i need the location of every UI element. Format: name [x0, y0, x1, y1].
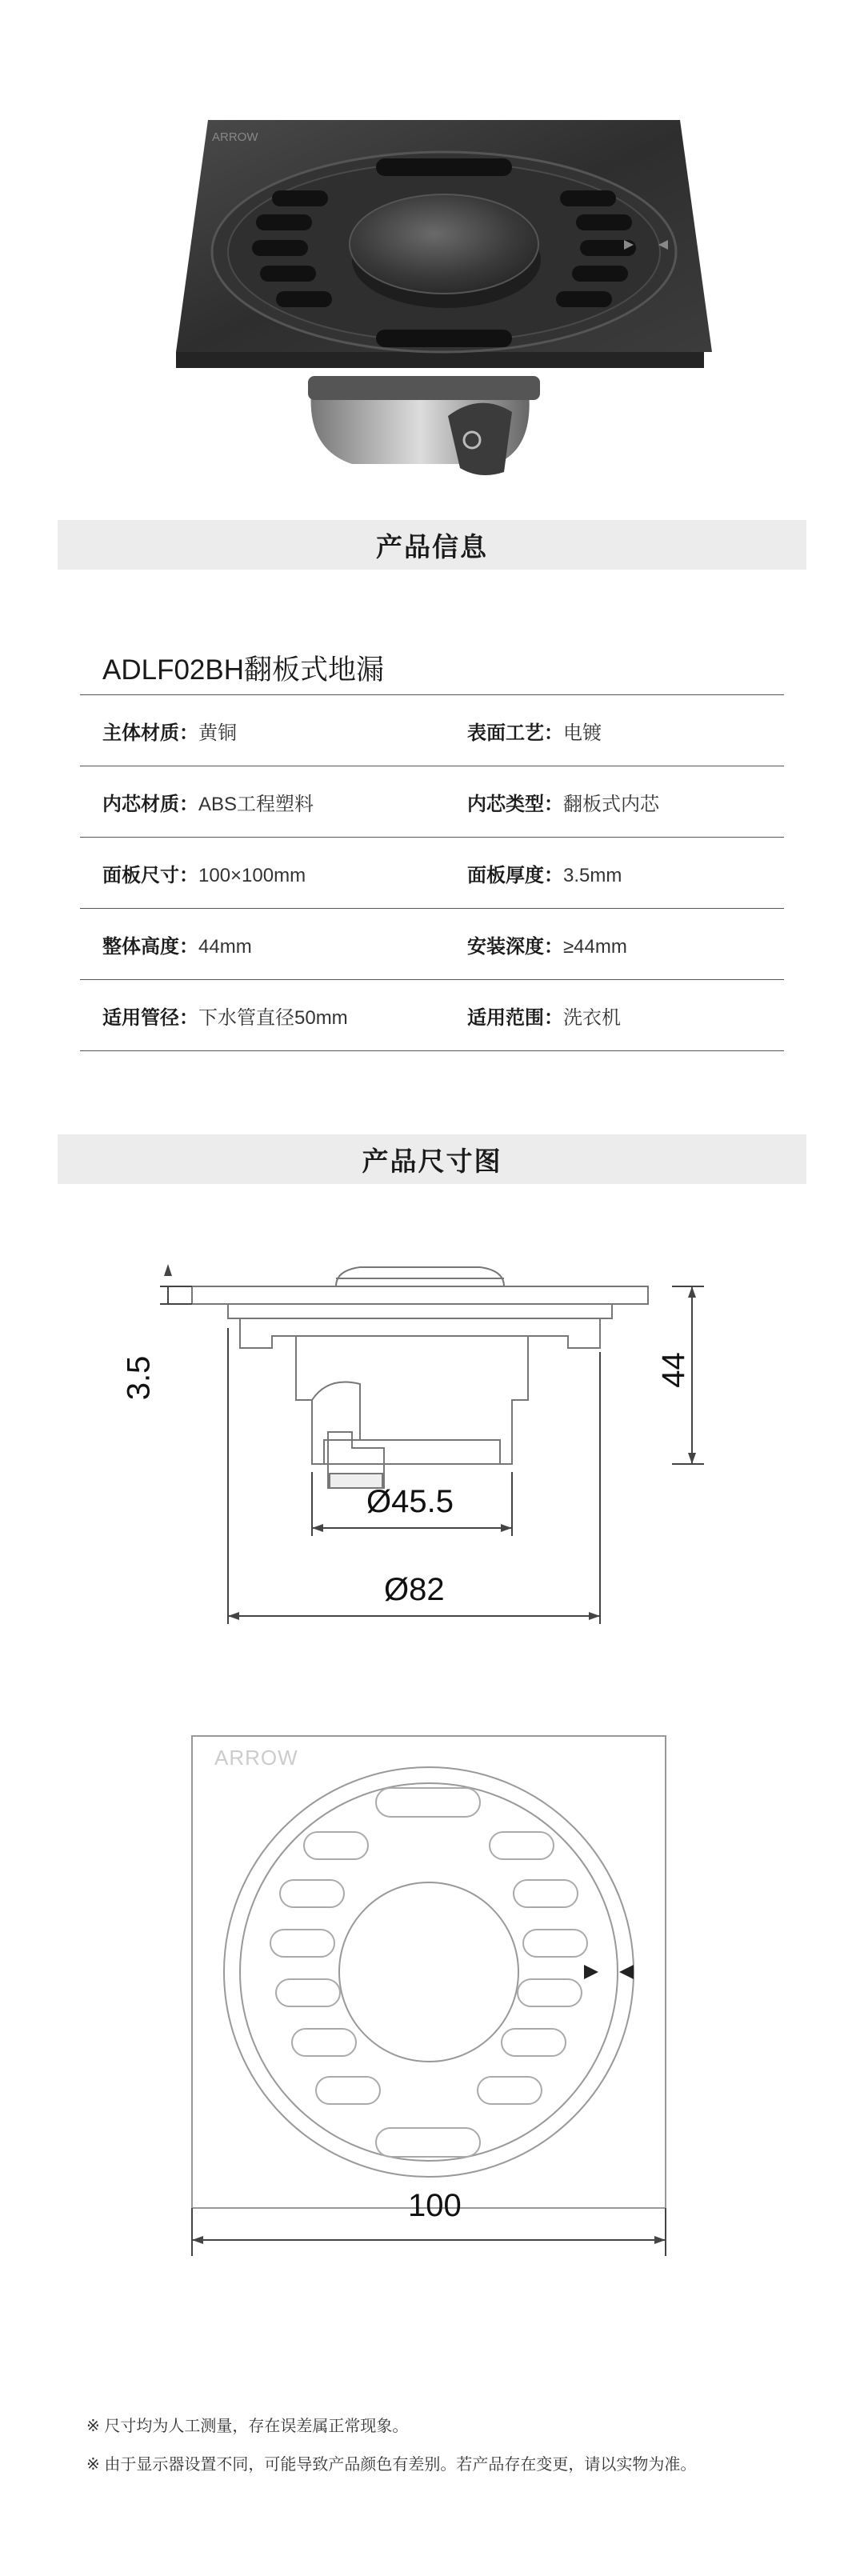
spec-label: 整体高度： [102, 935, 198, 958]
grate-outline [228, 1304, 612, 1318]
spec-value: 3.5mm [563, 864, 622, 886]
spec-label: 内芯材质： [102, 793, 198, 815]
spec-row [80, 908, 784, 979]
spec-cell-panel-size [80, 859, 464, 887]
arrow-indicator-left-icon [584, 1965, 598, 1979]
spec-value: 翻板式内芯 [563, 793, 659, 815]
dimension-section-bar [58, 1134, 806, 1184]
top-view-drawing [176, 1728, 688, 2256]
spec-cell-pipe-size [80, 1002, 464, 1030]
spec-cell-install-depth [464, 930, 784, 958]
arrow-indicator-right-icon [619, 1965, 634, 1979]
dimension-section-title: 产品尺寸图 [362, 1146, 502, 1176]
spec-cell-core-type [464, 788, 784, 816]
side-section-drawing [120, 1232, 744, 1680]
slot-outlines [270, 1788, 587, 2157]
outer-diameter-label: Ø82 [384, 1572, 445, 1607]
spec-cell-panel-thickness [464, 859, 784, 887]
spec-cell-surface-finish [464, 717, 784, 745]
spec-value: ≥44mm [563, 935, 627, 958]
spec-value: 黄铜 [198, 722, 237, 744]
spec-row [80, 979, 784, 1051]
spec-cell-core-material [80, 788, 464, 816]
spec-label: 适用管径： [102, 1006, 198, 1029]
panel-thickness-label: 3.5 [121, 1355, 157, 1401]
spec-label: 主体材质： [102, 722, 198, 744]
floor-drain-illustration [144, 112, 752, 496]
info-section-bar [58, 520, 806, 570]
info-section-title: 产品信息 [376, 531, 488, 562]
spec-label: 面板厚度： [467, 864, 563, 886]
panel-outline [192, 1286, 648, 1304]
panel-edge [176, 352, 704, 368]
product-photo [144, 112, 752, 496]
top-view-svg [176, 1728, 688, 2256]
spec-label: 安装深度： [467, 935, 563, 958]
spec-cell-application [464, 1002, 784, 1030]
panel-brand-mark: ARROW [212, 130, 258, 144]
spec-value: 100×100mm [198, 864, 306, 886]
spec-label: 内芯类型： [467, 793, 563, 815]
side-section-svg [120, 1232, 744, 1680]
spec-value: 洗衣机 [563, 1006, 621, 1029]
grate-inner-circle [240, 1783, 618, 2161]
spec-cell-main-material [80, 717, 464, 745]
spec-table [80, 694, 784, 1051]
product-model-title: ADLF02BH翻板式地漏 [102, 654, 385, 686]
panel-width-label: 100 [408, 2188, 462, 2223]
spec-value: 44mm [198, 935, 252, 958]
spec-label: 适用范围： [467, 1006, 563, 1029]
spec-row [80, 766, 784, 837]
spec-value: ABS工程塑料 [198, 793, 314, 815]
spec-label: 表面工艺： [467, 722, 563, 744]
spec-row [80, 694, 784, 766]
center-cap-circle [339, 1882, 518, 2062]
top-view-brand-mark: ARROW [214, 1746, 298, 1770]
drain-collar [308, 376, 540, 400]
spec-value: 电镀 [563, 722, 602, 744]
center-cap [350, 194, 538, 294]
spec-value: 下水管直径50mm [198, 1006, 348, 1029]
footnote-measurement: ※ 尺寸均为人工测量，存在误差属正常现象。 [86, 2418, 409, 2435]
total-height-label: 44 [655, 1352, 691, 1388]
spec-row [80, 837, 784, 908]
cap-outline [336, 1267, 504, 1286]
spec-cell-total-height [80, 930, 464, 958]
spec-label: 面板尺寸： [102, 864, 198, 886]
footnote-color-disclaimer: ※ 由于显示器设置不同，可能导致产品颜色有差别。若产品存在变更，请以实物为准。 [86, 2456, 697, 2474]
inner-diameter-label: Ø45.5 [366, 1484, 454, 1519]
body-outline [240, 1318, 600, 1348]
grate-outer-circle [224, 1767, 634, 2177]
